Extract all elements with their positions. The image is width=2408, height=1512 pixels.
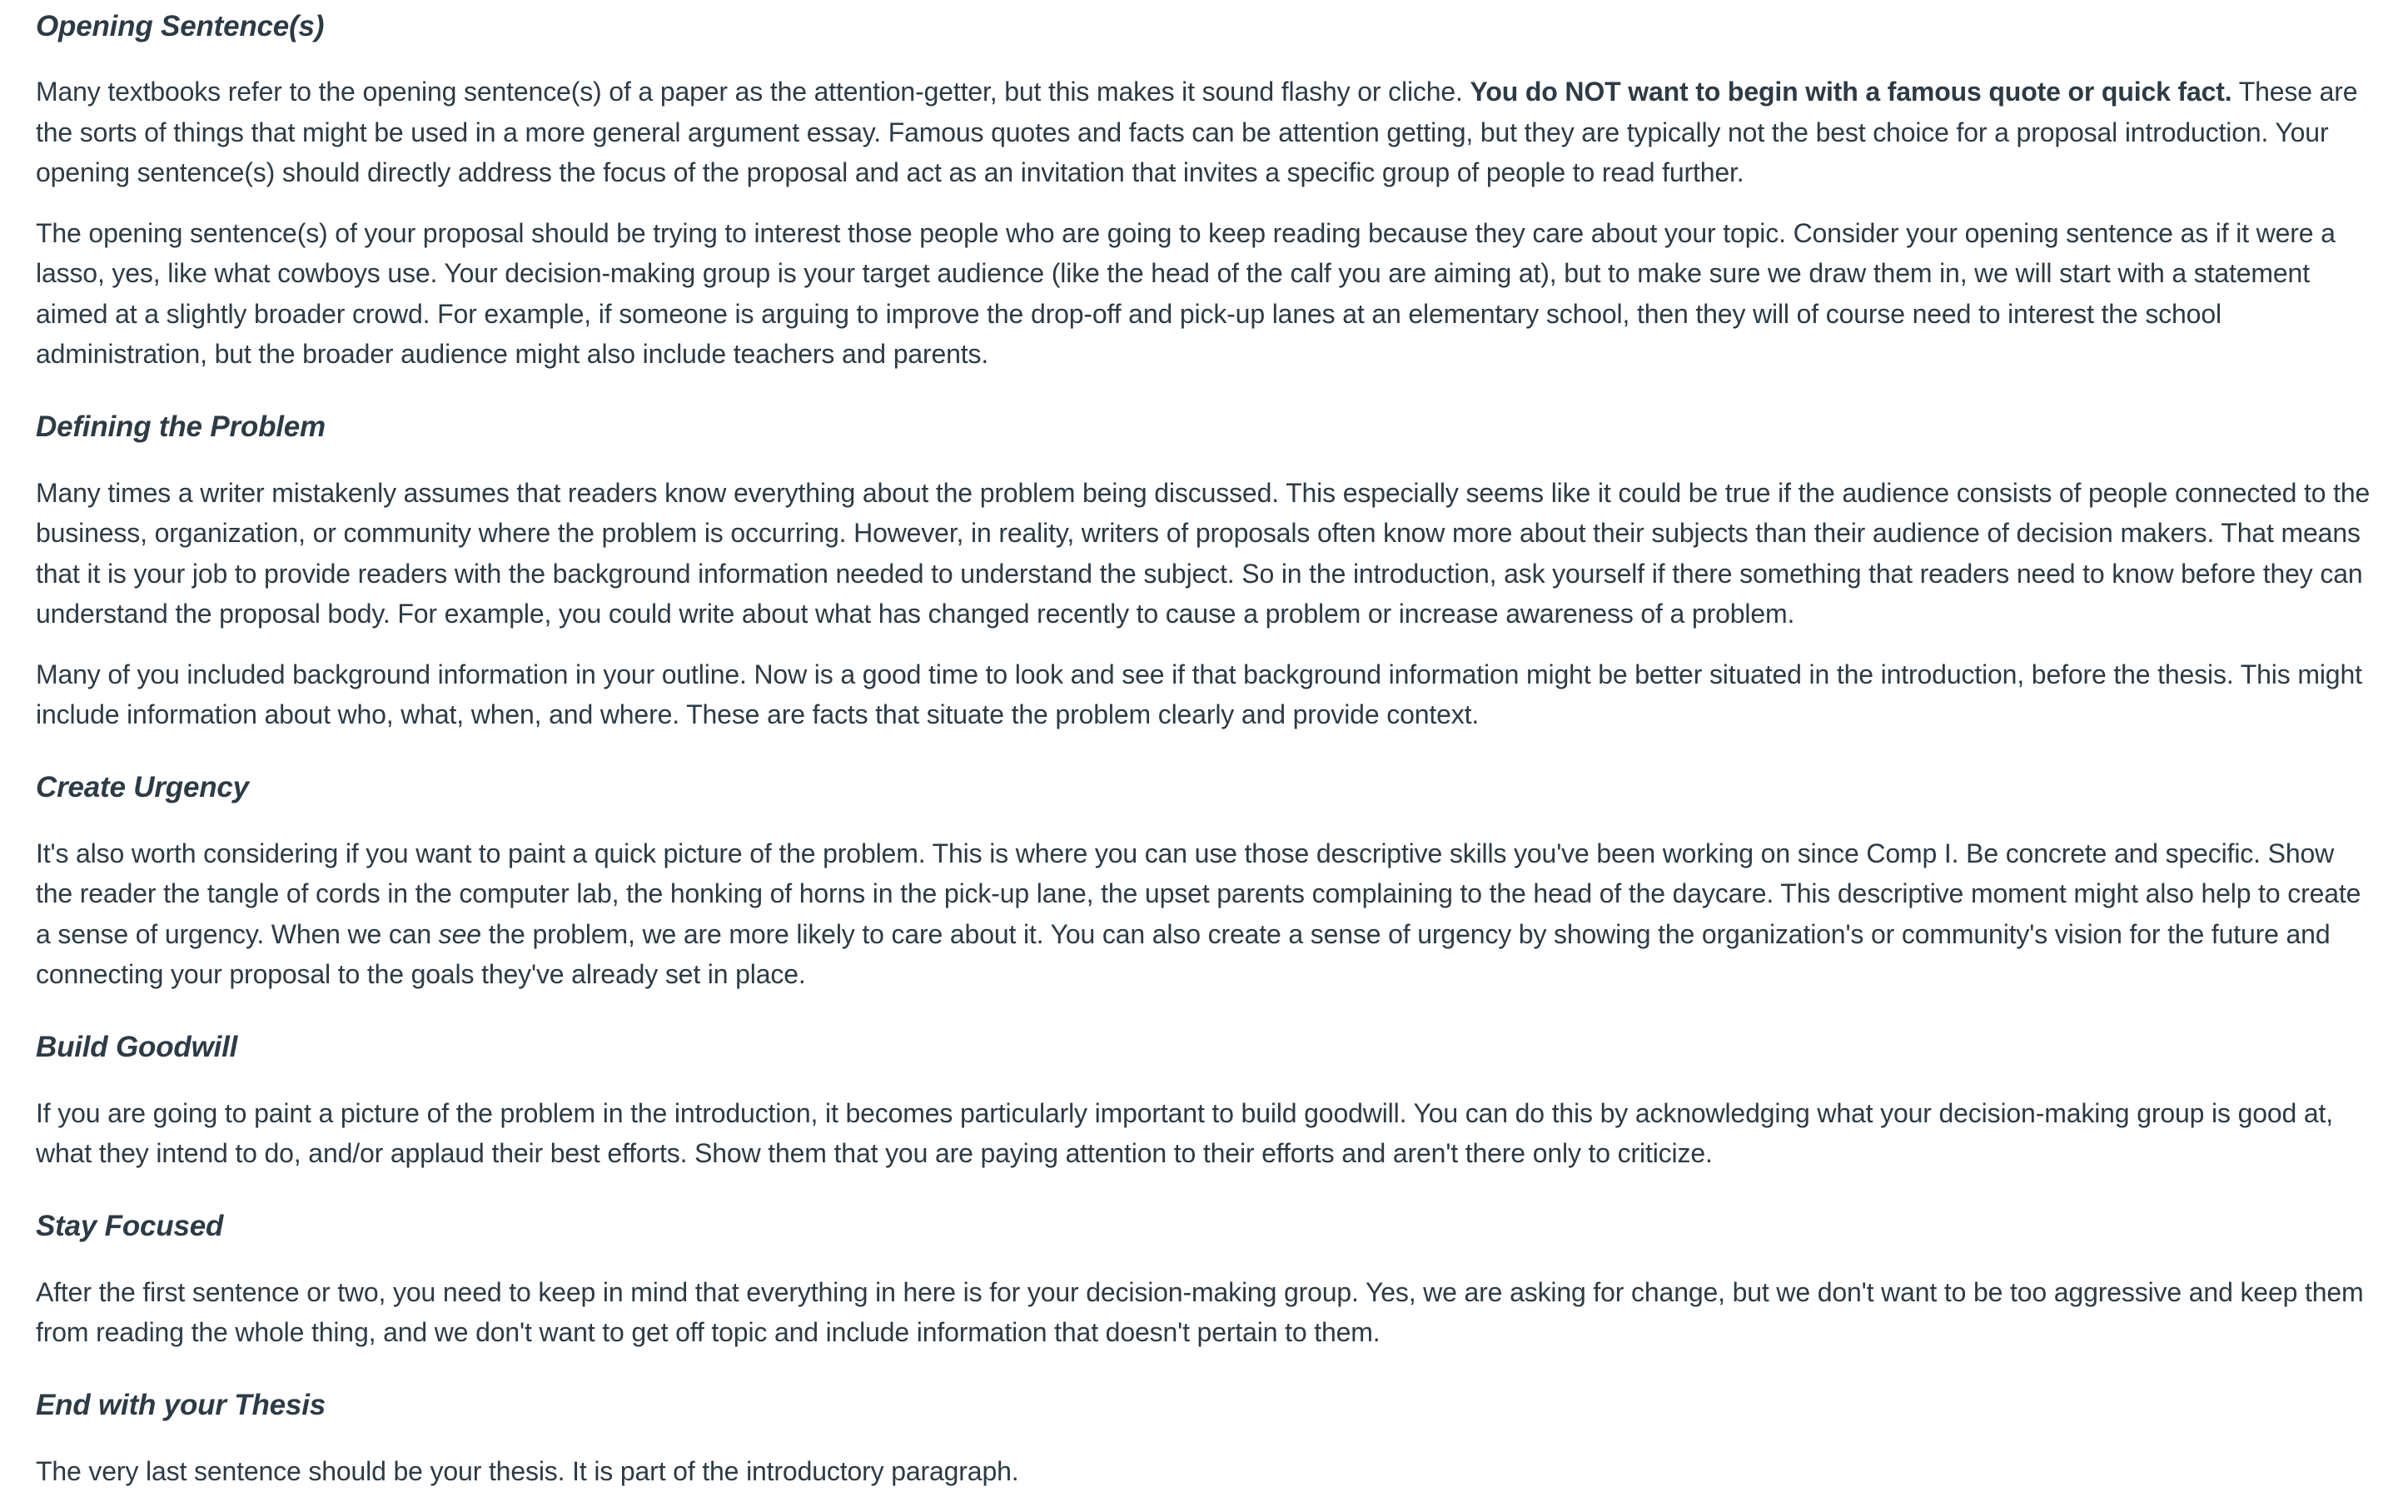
paragraph-text: Many textbooks refer to the opening sentence(s) of a paper as the attention-getter, but this makes it sound flashy or cliche. bbox=[36, 77, 1470, 107]
section-heading-opening-sentences: Opening Sentence(s) bbox=[36, 10, 325, 42]
paragraph-text: These are the sorts of things that might be used in a more general argument essay. Famous quotes and facts can be attention getting, but they are typically not the best choice for a proposal introduction. Your opening sentence(s) should directly address the focus of the proposal and act as an invitation that invites a specific group of people to read further. bbox=[36, 77, 2358, 187]
paragraph-defining-problem: Many times a writer mistakenly assumes that readers know everything about the problem being discussed. This especially seems like it could be true if the audience consists of people connected to the business, organization, or community where the problem is occurring. However, in reality, writers of proposals often know more about their subjects than their audience of decision makers. That means that it is your job to provide readers with the background information needed to understand the subject. So in the introduction, ask yourself if there something that readers need to know before they can understand the proposal body. For example, you could write about what has changed recently to cause a problem or increase awareness of a problem. bbox=[36, 477, 2371, 629]
section-heading-build-goodwill: Build Goodwill bbox=[36, 1030, 238, 1063]
paragraph-background-information: Many of you included background information in your outline. Now is a good time to look and see if that background information might be better situated in the introduction, before the thesis. This might include information about who, what, when, and where. These are facts that situate the problem clearly and provide context. bbox=[36, 659, 2362, 729]
paragraph-create-urgency bbox=[36, 833, 2376, 995]
paragraph-stay-focused: After the first sentence or two, you need to keep in mind that everything in here is for your decision-making group. Yes, we are asking for change, but we don't want to be too aggressive and keep them from reading the whole thing, and we don't want to get off topic and include information that doesn't pertain to them. bbox=[36, 1276, 2364, 1347]
italic-emphasis-text: see bbox=[438, 918, 481, 949]
section-heading-end-with-thesis: End with your Thesis bbox=[36, 1388, 326, 1421]
paragraph-opening-attention-getter bbox=[36, 72, 2376, 193]
section-heading-defining-problem: Defining the Problem bbox=[36, 410, 326, 443]
paragraph-build-goodwill: If you are going to paint a picture of the problem in the introduction, it becomes particularly important to build goodwill. You can do this by acknowledging what your decision-making group is good at, what they intend to do, and/or applaud their best efforts. Show them that you are paying attention to their efforts and aren't there only to criticize. bbox=[36, 1097, 2334, 1168]
bold-warning-text: You do NOT want to begin with a famous quote or quick fact. bbox=[1470, 77, 2232, 107]
section-heading-stay-focused: Stay Focused bbox=[36, 1209, 224, 1242]
paragraph-end-with-thesis: The very last sentence should be your thesis. It is part of the introductory paragraph. bbox=[36, 1455, 1019, 1486]
section-heading-create-urgency: Create Urgency bbox=[36, 770, 249, 803]
paragraph-text: It's also worth considering if you want to paint a quick picture of the problem. This is where you can use those descriptive skills you've been working on since Comp I. Be concrete and specific. Show the reader the tangle of cords in the computer lab, the honking of horns in the pick-up lane, the upset parents complaining to the head of the daycare. This descriptive moment might also help to create a sense of urgency. When we can bbox=[36, 838, 2361, 949]
paragraph-text: the problem, we are more likely to care about it. You can also create a sense of urgency by showing the organization's or community's vision for the future and connecting your proposal to the goals they've already set in place. bbox=[36, 918, 2331, 989]
paragraph-opening-lasso: The opening sentence(s) of your proposal should be trying to interest those people who are going to keep reading because they care about your topic. Consider your opening sentence as if it were a lasso, yes, like what cowboys use. Your decision-making group is your target audience (like the head of the calf you are aiming at), but to make sure we draw them in, we will start with a statement aimed at a slightly broader crowd. For example, if someone is arguing to improve the drop-off and pick-up lanes at an elementary school, then they will of course need to interest the school administration, but the broader audience might also include teachers and parents. bbox=[36, 217, 2336, 369]
